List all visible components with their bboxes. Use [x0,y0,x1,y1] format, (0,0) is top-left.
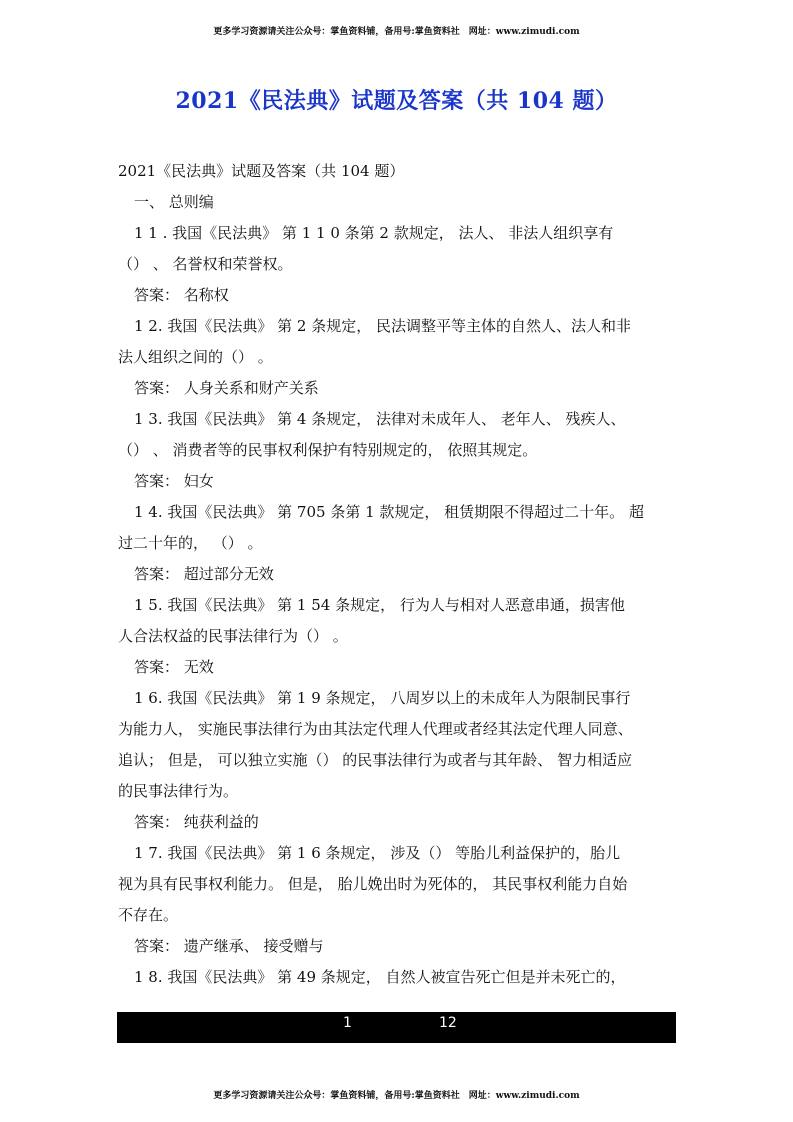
question-line: 追认； 但是， 可以独立实施（） 的民事法律行为或者与其年龄、 智力相适应 [118,751,633,769]
question-line: 1 1 . 我国《民法典》 第 1 1 0 条第 2 款规定， 法人、 非法人组织享有 [134,224,614,242]
question-line: 法人组织之间的（） 。 [118,348,273,366]
question-line: 1 4. 我国《民法典》 第 705 条第 1 款规定， 租赁期限不得超过二十年。 超 [134,503,644,521]
question-line: 过二十年的， （） 。 [118,534,263,552]
page-number: 1 [343,1015,352,1031]
question-line: 1 8. 我国《民法典》 第 49 条规定， 自然人被宣告死亡但是并未死亡的， [134,968,626,986]
answer-line: 答案： 纯获利益的 [134,813,259,831]
question-line: 人合法权益的民事法律行为（） 。 [118,627,348,645]
question-line: （） 、 名誉权和荣誉权。 [118,255,293,273]
question-line: 1 2. 我国《民法典》 第 2 条规定， 民法调整平等主体的自然人、法人和非 [134,317,632,335]
question-line: 不存在。 [118,906,179,924]
body-line: 2021《民法典》试题及答案（共 104 题） [118,162,405,180]
page-footer-bar [117,1012,676,1043]
answer-line: 答案： 妇女 [134,472,214,490]
answer-line: 答案： 人身关系和财产关系 [134,379,319,397]
question-line: 为能力人， 实施民事法律行为由其法定代理人代理或者经其法定代理人同意、 [118,720,633,738]
answer-line: 答案： 遗产继承、 接受赠与 [134,937,324,955]
section-heading: 一、 总则编 [134,193,214,211]
question-line: 的民事法律行为。 [118,782,239,800]
question-line: 1 3. 我国《民法典》 第 4 条规定， 法律对未成年人、 老年人、 残疾人、 [134,410,626,428]
bottom-banner: 更多学习资源请关注公众号：掌鱼资料铺，备用号:掌鱼资料社 网址：www.zimudi.com [213,1091,580,1101]
answer-line: 答案： 无效 [134,658,214,676]
question-line: 视为具有民事权利能力。 但是， 胎儿娩出时为死体的， 其民事权利能力自始 [118,875,628,893]
answer-line: 答案： 超过部分无效 [134,565,274,583]
answer-line: 答案： 名称权 [134,286,229,304]
question-line: 1 6. 我国《民法典》 第 1 9 条规定， 八周岁以上的未成年人为限制民事行 [134,689,631,707]
page-title: 2021《民法典》试题及答案（共 104 题） [175,88,618,114]
question-line: 1 5. 我国《民法典》 第 1 54 条规定， 行为人与相对人恶意串通，损害他 [134,596,625,614]
question-line: （） 、 消费者等的民事权利保护有特别规定的， 依照其规定。 [118,441,538,459]
document-body [118,156,676,993]
question-line: 1 7. 我国《民法典》 第 1 6 条规定， 涉及（） 等胎儿利益保护的，胎儿 [134,844,621,862]
top-banner: 更多学习资源请关注公众号：掌鱼资料铺，备用号:掌鱼资料社 网址：www.zimudi.com [213,27,580,37]
total-pages: 12 [439,1015,457,1031]
